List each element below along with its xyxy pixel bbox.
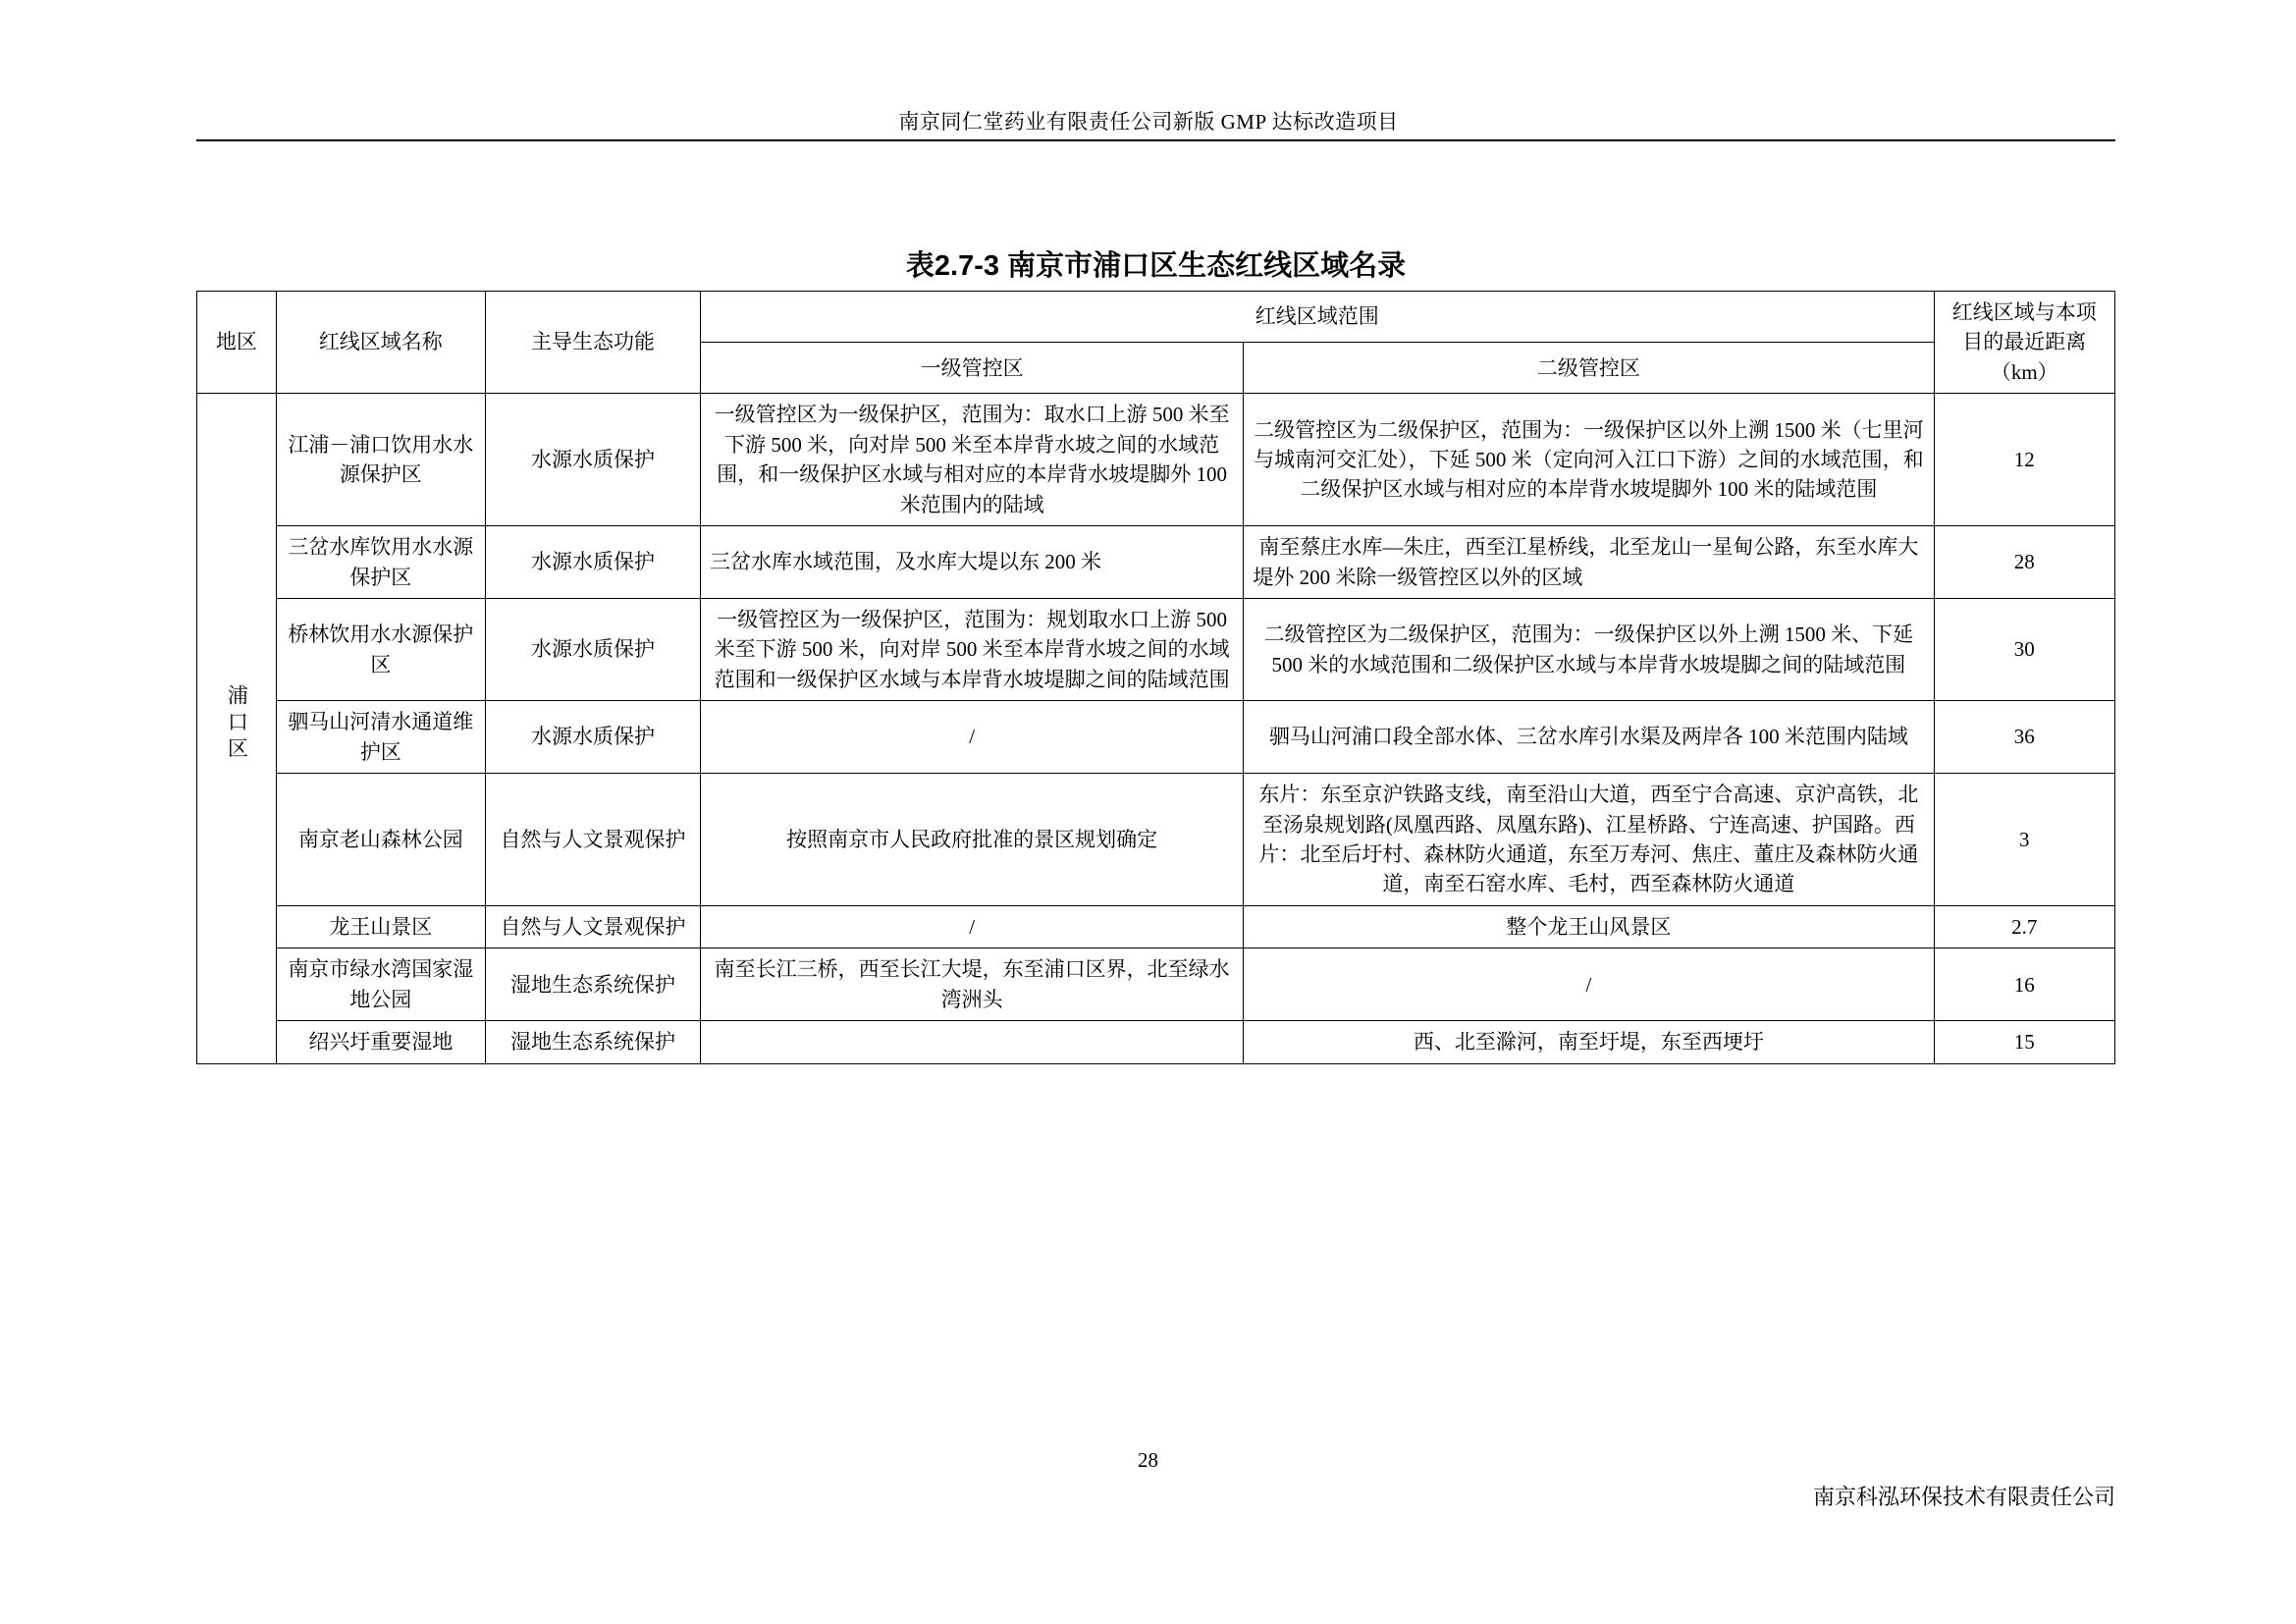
cell-distance: 15 [1934, 1021, 2114, 1063]
cell-level1: 南至长江三桥，西至长江大堤，东至浦口区界，北至绿水湾洲头 [700, 948, 1243, 1021]
cell-level2: / [1244, 948, 1934, 1021]
cell-zone-name: 驷马山河清水通道维护区 [276, 701, 485, 774]
cell-zone-function: 湿地生态系统保护 [485, 948, 700, 1021]
table-row [197, 948, 2115, 1021]
cell-distance: 36 [1934, 701, 2114, 774]
cell-distance: 16 [1934, 948, 2114, 1021]
footer-company: 南京科泓环保技术有限责任公司 [1812, 1485, 2115, 1509]
header-scope: 红线区域范围 [700, 292, 1934, 343]
table-row [197, 526, 2115, 599]
cell-region-label [197, 394, 277, 1063]
cell-zone-function: 湿地生态系统保护 [485, 1021, 700, 1063]
table-title: 表2.7-3 南京市浦口区生态红线区域名录 [905, 250, 1407, 282]
cell-level1: / [700, 905, 1243, 947]
cell-level1: 按照南京市人民政府批准的景区规划确定 [700, 774, 1243, 906]
header-divider [196, 139, 2115, 141]
cell-level2: 西、北至滁河，南至圩堤，东至西埂圩 [1244, 1021, 1934, 1063]
cell-distance: 12 [1934, 394, 2114, 526]
cell-zone-name: 南京老山森林公园 [276, 774, 485, 906]
header-name: 红线区域名称 [276, 292, 485, 394]
cell-level1: 三岔水库水域范围，及水库大堤以东 200 米 [700, 526, 1243, 599]
table-row [197, 701, 2115, 774]
cell-zone-function: 水源水质保护 [485, 394, 700, 526]
cell-zone-name: 龙王山景区 [276, 905, 485, 947]
cell-zone-name: 江浦－浦口饮用水水源保护区 [276, 394, 485, 526]
table-row [197, 394, 2115, 526]
cell-distance: 30 [1934, 598, 2114, 700]
cell-zone-name: 桥林饮用水水源保护区 [276, 598, 485, 700]
region-label-vertical: 浦口区 [225, 684, 249, 765]
header-level2: 二级管控区 [1244, 343, 1934, 394]
table-row [197, 774, 2115, 906]
header-level1: 一级管控区 [700, 343, 1243, 394]
table-header-row-1 [197, 292, 2115, 343]
cell-level1: 一级管控区为一级保护区，范围为：取水口上游 500 米至下游 500 米，向对岸 500 米至本岸背水坡之间的水域范围，和一级保护区水域与相对应的本岸背水坡堤脚外 100 米范围内的陆域 [700, 394, 1243, 526]
cell-level2: 二级管控区为二级保护区，范围为：一级保护区以外上溯 1500 米（七里河与城南河交汇处），下延 500 米（定向河入江口下游）之间的水域范围，和二级保护区水域与相对应的本岸背水坡堤脚外 100 米的陆域范围 [1244, 394, 1934, 526]
header-distance: 红线区域与本项目的最近距离（km） [1934, 292, 2114, 394]
cell-zone-name: 绍兴圩重要湿地 [276, 1021, 485, 1063]
cell-distance: 28 [1934, 526, 2114, 599]
cell-zone-function: 水源水质保护 [485, 701, 700, 774]
page-number: 28 [1138, 1448, 1158, 1472]
cell-level2: 二级管控区为二级保护区，范围为：一级保护区以外上溯 1500 米、下延 500 米的水域范围和二级保护区水域与本岸背水坡堤脚之间的陆域范围 [1244, 598, 1934, 700]
cell-distance: 3 [1934, 774, 2114, 906]
redline-zones-table [196, 291, 2115, 1064]
cell-level2: 南至蔡庄水库—朱庄，西至江星桥线，北至龙山一星甸公路，东至水库大堤外 200 米除一级管控区以外的区域 [1244, 526, 1934, 599]
cell-level2: 东片：东至京沪铁路支线，南至沿山大道，西至宁合高速、京沪高铁，北至汤泉规划路(凤凰西路、凤凰东路)、江星桥路、宁连高速、护国路。西片：北至后圩村、森林防火通道，东至万寿河、焦庄、董庄及森林防火通道，南至石窑水库、毛村，西至森林防火通道 [1244, 774, 1934, 906]
table-row [197, 598, 2115, 700]
header-function: 主导生态功能 [485, 292, 700, 394]
cell-level1: 一级管控区为一级保护区，范围为：规划取水口上游 500 米至下游 500 米，向对岸 500 米至本岸背水坡之间的水域范围和一级保护区水域与本岸背水坡堤脚之间的陆域范围 [700, 598, 1243, 700]
cell-zone-function: 自然与人文景观保护 [485, 905, 700, 947]
table-row [197, 905, 2115, 947]
cell-zone-name: 三岔水库饮用水水源保护区 [276, 526, 485, 599]
cell-zone-function: 水源水质保护 [485, 598, 700, 700]
table-row [197, 1021, 2115, 1063]
cell-level2: 驷马山河浦口段全部水体、三岔水库引水渠及两岸各 100 米范围内陆域 [1244, 701, 1934, 774]
cell-level1 [700, 1021, 1243, 1063]
cell-zone-function: 水源水质保护 [485, 526, 700, 599]
cell-zone-name: 南京市绿水湾国家湿地公园 [276, 948, 485, 1021]
cell-zone-function: 自然与人文景观保护 [485, 774, 700, 906]
page-header: 南京同仁堂药业有限责任公司新版 GMP 达标改造项目 [898, 110, 1399, 134]
cell-level1: / [700, 701, 1243, 774]
cell-distance: 2.7 [1934, 905, 2114, 947]
cell-level2: 整个龙王山风景区 [1244, 905, 1934, 947]
header-region: 地区 [197, 292, 277, 394]
